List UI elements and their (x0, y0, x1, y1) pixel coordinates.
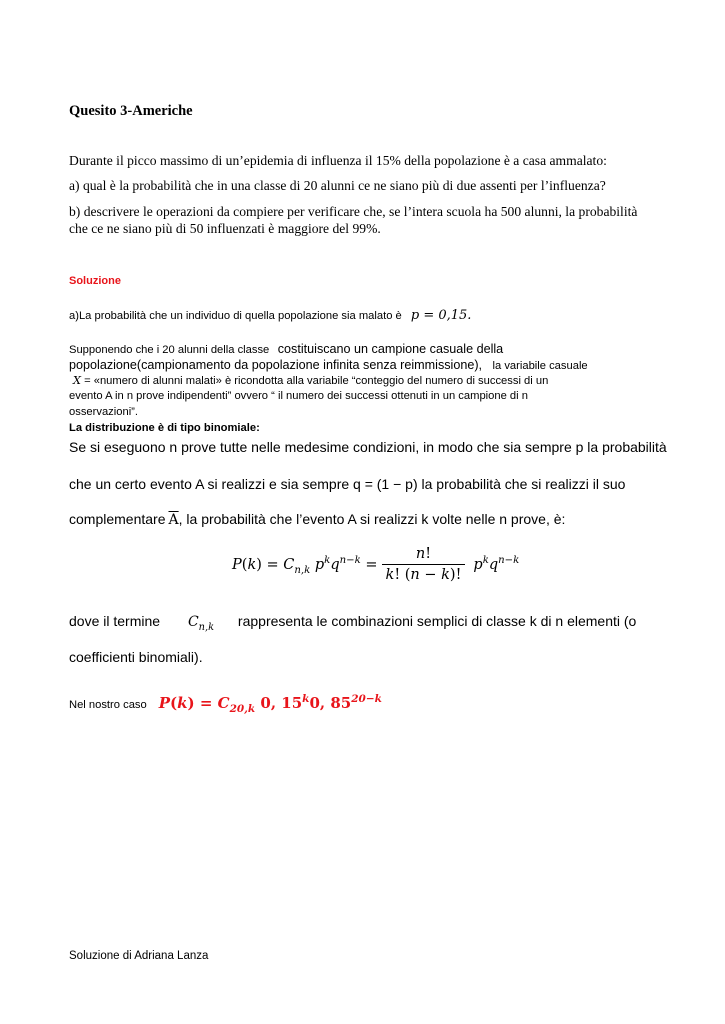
binomial-heading: La distribuzione è di tipo binomiale: (69, 422, 260, 434)
question-b-line1: b) descrivere le operazioni da compiere per verificare che, se l’intera scuola ha 500 alunni, la probabilità (69, 204, 638, 219)
footer-author: Soluzione di Adriana Lanza (69, 950, 209, 962)
a-complement: $\overline{A}$ (168, 512, 179, 528)
solution-a-line (69, 308, 471, 323)
dove-line (69, 613, 637, 633)
p1-l1a: Supponendo che i 20 alunni della classe (69, 344, 270, 356)
paragraph-line-2 (69, 356, 588, 374)
b3-pre: complementare (69, 511, 166, 527)
question-intro: Durante il picco massimo di un’epidemia di influenza il 15% della popolazione è a casa ammalato: (69, 153, 607, 168)
question-a: a) qual è la probabilità che in una classe di 20 alunni ce ne siano più di due assenti per l’influenza? (69, 178, 606, 193)
dove-1: dove il termine (69, 613, 161, 629)
binomial-formula: $P(k) = C_{n,k}$ $p^kq^{n-k}$ = $\frac{n!}{k! (n - k)!}$ $p^kq^{n-k}$ (232, 546, 520, 583)
dove-2: rappresenta le combinazioni semplici di classe k di n elementi (o (237, 613, 637, 629)
p1-l5: osservazioni”. (69, 406, 139, 418)
our-case-line (69, 693, 382, 715)
question-b-line2: che ce ne siano più di 50 influenzati è maggiore del 99%. (69, 221, 381, 236)
page-title: Quesito 3-Americhe (69, 103, 193, 119)
p1-l2a: popolazione(campionamento da popolazione infinita senza reimmissione), (69, 358, 483, 372)
p1-l3: = «numero di alunni malati» è ricondotta alla variabile “conteggio del numero di successi di un (84, 375, 549, 387)
our-case-formula: $P(k) = C_{20,k}$ 0, 15$^k$0, $85^{20-k}$ (158, 693, 382, 715)
solution-heading: Soluzione (69, 275, 121, 287)
fraction: $\frac{n!}{k! (n - k)!}$ (382, 546, 466, 583)
dove-3: coefficienti binomiali). (69, 649, 203, 665)
p1-l1b: costituiscano un campione casuale della (277, 342, 504, 356)
cnk-term: $C_{n,k}$ (187, 614, 215, 633)
binomial-line-3 (69, 511, 565, 528)
p1-l4: evento A in n prove indipendenti” ovvero “ il numero dei successi ottenuti in un campione di n (69, 390, 528, 402)
p-value: p = 0,15. (410, 308, 472, 323)
variable-x: X (73, 374, 81, 387)
solution-a-text: a)La probabilità che un individuo di quella popolazione sia malato è (69, 310, 402, 322)
paragraph-line-3 (69, 374, 548, 387)
p1-l2b: la variabile casuale (492, 360, 588, 372)
b3-post: , la probabilità che l’evento A si realizzi k volte nelle n prove, è: (178, 511, 566, 527)
binomial-line-2: che un certo evento A si realizzi e sia sempre q = (1 − p) la probabilità che si realizzi il suo (69, 476, 626, 492)
nostro-caso-label: Nel nostro caso (69, 699, 147, 711)
binomial-line-1: Se si eseguono n prove tutte nelle medesime condizioni, in modo che sia sempre p la probabilità (69, 439, 667, 455)
